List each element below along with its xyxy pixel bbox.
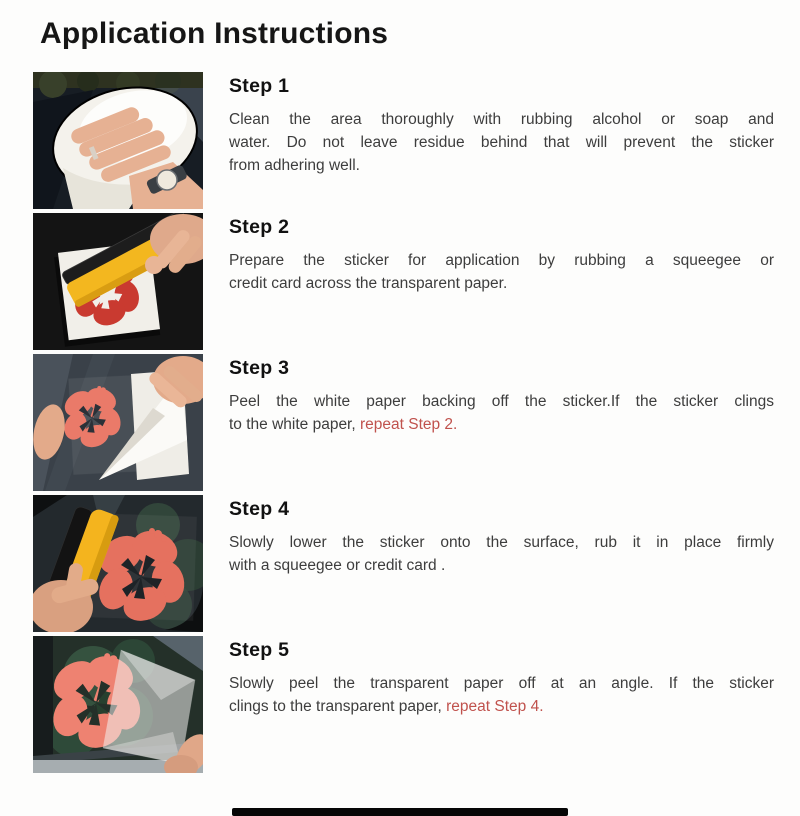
step5-body-line-2: [229, 695, 774, 718]
step4-photo-apply-sticker: [33, 495, 203, 632]
step5-photo-peel-transparent-paper: [33, 636, 203, 773]
step1-body-line-2: water. Do not leave residue behind that will prevent the sticker: [229, 134, 774, 151]
step5-body-line-1: Slowly peel the transparent paper off at an angle. If the sticker: [229, 675, 774, 692]
step2-title: Step 2: [229, 216, 290, 238]
steps-list: [33, 72, 800, 773]
step2-body-last: credit card across the transparent paper.: [229, 275, 508, 292]
step2-body-line-1: Prepare the sticker for application by rubbing a squeegee or: [229, 252, 774, 269]
step4-title: Step 4: [229, 498, 290, 520]
step3-title: Step 3: [229, 357, 290, 379]
home-indicator-bar: [232, 808, 568, 816]
photo-peel-backing-illustration: [33, 354, 203, 491]
step4-body-line-1: Slowly lower the sticker onto the surface, rub it in place firmly: [229, 534, 774, 551]
step1-body-last: from adhering well.: [229, 157, 360, 174]
step4-body: [229, 531, 774, 577]
photo-squeegee-sticker-illustration: [33, 213, 203, 350]
photo-apply-sticker-illustration: [33, 495, 203, 632]
step2-body: [229, 249, 774, 295]
step3-body: [229, 390, 774, 436]
step-row-3: [33, 354, 800, 491]
step1-body-line-3: [229, 154, 774, 177]
page-title: Application Instructions: [40, 17, 389, 50]
step3-photo-peel-backing: [33, 354, 203, 491]
step-row-2: [33, 213, 800, 350]
step-row-5: [33, 636, 800, 773]
step1-title: Step 1: [229, 75, 290, 97]
step3-body-line-1: Peel the white paper backing off the sticker.If the sticker clings: [229, 393, 774, 410]
step5-body: [229, 672, 774, 718]
step4-body-last: with a squeegee or credit card .: [229, 557, 446, 574]
photo-peel-transparent-illustration: [33, 636, 203, 773]
step2-photo-squeegee-sticker: [33, 213, 203, 350]
step4-body-line-2: [229, 554, 774, 577]
step1-body-line-1: Clean the area thoroughly with rubbing alcohol or soap and: [229, 111, 774, 128]
step3-body-last: to the white paper,: [229, 416, 360, 433]
photo-clean-surface-illustration: [33, 72, 203, 209]
step5-body-last: clings to the transparent paper,: [229, 698, 447, 715]
step3-repeat-step2-ref: repeat Step 2.: [359, 416, 458, 433]
step3-body-line-2: [229, 413, 774, 436]
step5-title: Step 5: [229, 639, 290, 661]
step-row-4: [33, 495, 800, 632]
step2-body-line-2: [229, 272, 774, 295]
step1-body: [229, 108, 774, 177]
step5-repeat-step4-ref: repeat Step 4.: [446, 698, 544, 715]
step1-photo-clean-surface: [33, 72, 203, 209]
step-row-1: [33, 72, 800, 209]
